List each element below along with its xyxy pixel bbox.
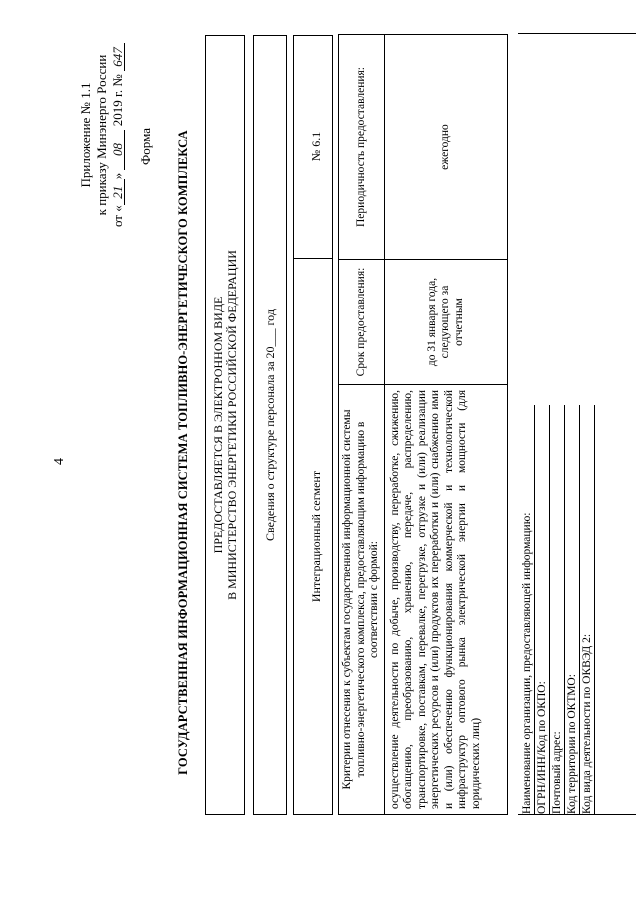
info-address: Почтовый адрес:: [550, 405, 565, 815]
header-criteria: Критерии отнесения к субъектам государственной информационной системы топливно-энергетического комплекса, предоставляющим информацию в соответствии с формой:: [339, 385, 385, 815]
deadline-cell: до 31 января года, следующего за отчетным: [384, 260, 508, 385]
appendix-order-line: к приказу Минэнерго России: [94, 54, 109, 216]
date-prefix: от «: [110, 205, 125, 228]
appendix-date-line: [110, 20, 126, 250]
form-title-box: [253, 35, 287, 815]
date-mid: »: [110, 172, 125, 180]
segment-number: № 6.1: [309, 131, 323, 162]
info-org-name: Наименование организации, предоставляющей информацию:: [520, 405, 535, 815]
segment-box: [293, 35, 333, 815]
date-year: 2019 г. №: [110, 74, 125, 127]
appendix-block: [78, 20, 126, 250]
info-ogrn: ОГРН/ИНН/Код по ОКПО:: [535, 405, 550, 815]
periodicity-cell: ежегодно: [384, 35, 508, 260]
header-periodicity: Периодичность предоставления:: [339, 35, 385, 260]
provided-box: [205, 35, 245, 815]
organization-info: [520, 405, 595, 815]
date-day: 21: [111, 179, 125, 205]
form-label: Форма: [138, 128, 153, 165]
provided-line-2: В МИНИСТЕРСТВО ЭНЕРГЕТИКИ РОССИЙСКОЙ ФЕДЕРАЦИИ: [225, 250, 239, 600]
table-row: [384, 35, 508, 815]
form-title: Сведения о структуре персонала за 20___ год: [263, 309, 277, 541]
info-oktmo: Код территории по ОКТМО:: [565, 405, 580, 815]
page-number: 4: [52, 458, 67, 465]
main-title: ГОСУДАРСТВЕННАЯ ИНФОРМАЦИОННАЯ СИСТЕМА ТОПЛИВНО-ЭНЕРГЕТИЧЕСКОГО КОМПЛЕКСА: [176, 130, 190, 775]
order-number: 647: [111, 43, 125, 71]
appendix-title: Приложение № 1.1: [78, 82, 93, 188]
criteria-table: [338, 34, 508, 815]
date-month: 08: [111, 130, 125, 170]
provided-line-1: ПРЕДОСТАВЛЯЕТСЯ В ЭЛЕКТРОННОМ ВИДЕ: [211, 296, 225, 554]
header-deadline: Срок предоставления:: [339, 260, 385, 385]
segment-label: Интеграционный сегмент: [309, 470, 323, 603]
table-header-row: [339, 35, 385, 815]
info-okved: Код вида деятельности по ОКВЭД 2:: [580, 405, 595, 815]
criteria-cell: осуществление деятельности по добыче, производству, переработке, сжижению, обогащению, преобразованию, хранению, передаче, распределению, транспортировке, поставкам, перевалке, перегрузке, отгрузке и (или) реализации энергетических ресурсов и (или) продуктов их переработки и (или) снабжению ими и (или) обеспечению функционирования коммерческой и технологической инфраструктур оптового рынка электрической энергии и мощности (для юридических лиц): [384, 385, 508, 815]
